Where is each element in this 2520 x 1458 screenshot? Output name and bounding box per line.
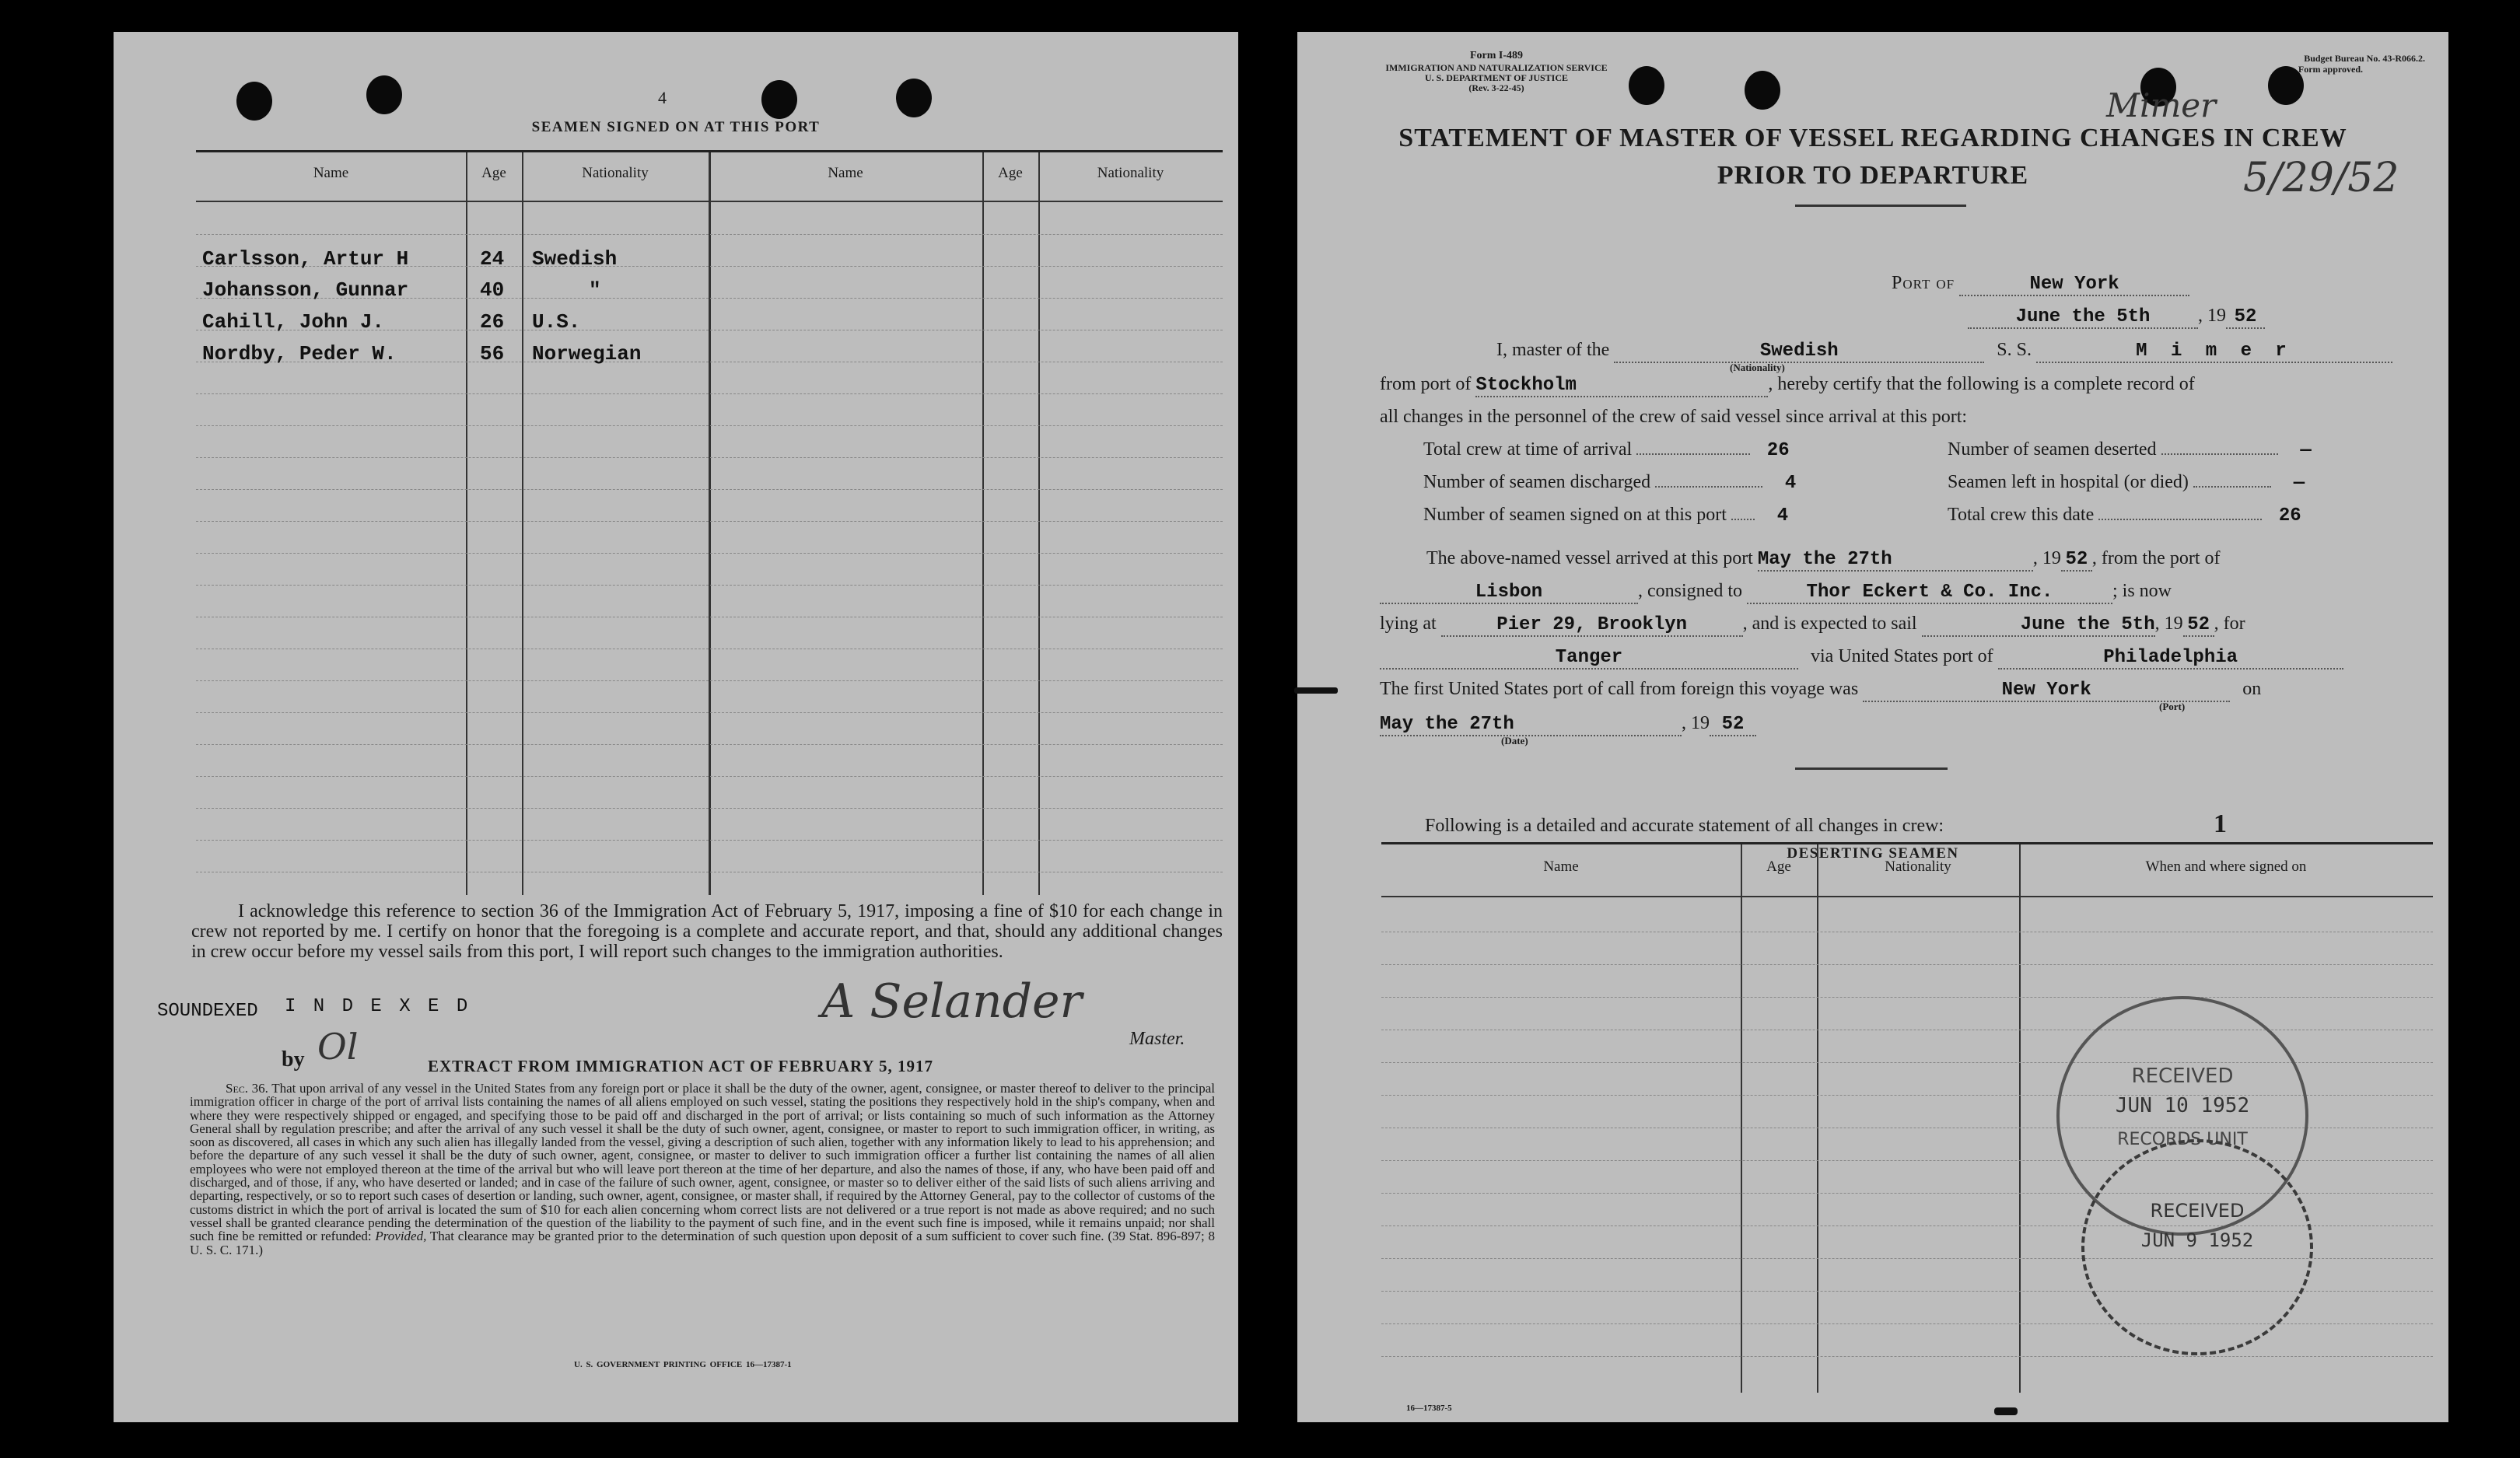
master-line — [1496, 340, 2392, 363]
punch-hole — [236, 82, 272, 121]
stamp-received-label: RECEIVED — [2150, 1200, 2245, 1222]
indexed-stamp: I N D E X E D — [285, 996, 471, 1017]
crew-this-date-value: 26 — [2278, 505, 2301, 526]
arrived-date: May the 27th — [1758, 549, 2033, 572]
stamp-date: JUN 10 1952 — [2115, 1094, 2250, 1117]
signed-on-row — [1423, 505, 1806, 526]
consignee: Thor Eckert & Co. Inc. — [1747, 582, 2112, 604]
seaman-name: Cahill, John J. — [202, 310, 385, 334]
column-header-age: Age — [481, 165, 506, 181]
crew-at-arrival-label: Total crew at time of arrival — [1423, 439, 1633, 460]
agency-line-1: IMMIGRATION AND NATURALIZATION SERVICE — [1385, 62, 1608, 73]
statement-date: June the 5th — [1968, 306, 2198, 329]
extract-title: EXTRACT FROM IMMIGRATION ACT OF FEBRUARY 5, 1917 — [428, 1057, 934, 1075]
lying-at-line — [1380, 614, 2245, 637]
form-title-line-1: STATEMENT OF MASTER OF VESSEL REGARDING CHANGES IN CREW — [1398, 124, 2347, 152]
signed-on-label: Number of seamen signed on at this port — [1423, 505, 1727, 525]
year-prefix: , 19 — [2198, 306, 2226, 326]
stamp-date: JUN 9 1952 — [2140, 1229, 2254, 1251]
destination-line — [1380, 646, 2343, 670]
soundexed-stamp: SOUNDEXED — [157, 1001, 258, 1022]
form-approved: Form approved. — [2298, 64, 2363, 75]
section-rule — [1795, 767, 1948, 770]
vessel-nationality: Swedish — [1614, 341, 1984, 363]
discharged-value: 4 — [1784, 473, 1797, 494]
hospital-row — [1948, 472, 2322, 494]
punch-hole — [896, 79, 932, 117]
arrival-line — [1426, 548, 2220, 572]
page-number: 4 — [658, 88, 667, 107]
form-number: Form I-489 — [1469, 50, 1524, 61]
seamen-signed-heading: SEAMEN SIGNED ON AT THIS PORT — [531, 119, 821, 135]
column-header-nationality: Nationality — [1885, 858, 1951, 875]
by-label: by — [282, 1047, 305, 1072]
form-title-line-2: PRIOR TO DEPARTURE — [1717, 161, 2029, 190]
lying-at-label: lying at — [1380, 614, 1437, 634]
extract-text — [190, 1082, 1215, 1257]
sail-date: June the 5th — [1922, 614, 2155, 637]
expected-label: , and is expected to sail — [1742, 614, 1917, 634]
crew-at-arrival-value: 26 — [1766, 440, 1790, 461]
nationality-caption: (Nationality) — [1730, 362, 1785, 373]
deserted-value: — — [2300, 440, 2312, 461]
column-header-age: Age — [998, 165, 1023, 181]
year-prefix: , 19 — [2154, 614, 2183, 634]
master-of-label: I, master of the — [1496, 340, 1610, 360]
by-initials: Ol — [317, 1026, 359, 1068]
hospital-label: Seamen left in hospital (or died) — [1948, 472, 2189, 492]
on-label: on — [2242, 679, 2262, 699]
from-port-line — [1380, 374, 2195, 397]
crew-this-date-row — [1948, 505, 2313, 526]
agency-line-2: U. S. DEPARTMENT OF JUSTICE — [1424, 72, 1569, 83]
binding-mark — [1294, 687, 1338, 694]
hospital-value: — — [2293, 473, 2305, 494]
certify-line-2: all changes in the personnel of the crew of said vessel since arrival at this port: — [1380, 407, 1968, 427]
seaman-nationality: " — [589, 278, 601, 302]
ss-label: S. S. — [1997, 340, 2032, 360]
for-label: , for — [2214, 614, 2245, 634]
following-text: Following is a detailed and accurate statement of all changes in crew: — [1425, 816, 1944, 836]
crew-at-arrival-row — [1423, 439, 1801, 461]
column-header-name: Name — [1543, 858, 1579, 875]
port-line — [1892, 273, 2189, 296]
seaman-age: 56 — [480, 342, 505, 365]
deserted-label: Number of seamen deserted — [1948, 439, 2157, 460]
extract-section: Sec. 36. — [226, 1081, 268, 1096]
first-port-date: May the 27th — [1380, 714, 1682, 736]
column-header-name: Name — [828, 165, 863, 181]
seaman-nationality: U.S. — [532, 310, 581, 334]
deserted-row — [1948, 439, 2329, 461]
seaman-name: Johansson, Gunnar — [202, 278, 409, 302]
seaman-nationality: Swedish — [532, 247, 618, 271]
signed-on-value: 4 — [1776, 505, 1789, 526]
received-stamp — [2081, 1139, 2313, 1355]
first-port: New York — [1863, 680, 2230, 702]
handwritten-date-note: 5/29/52 — [2243, 155, 2399, 201]
acknowledgement-text: I acknowledge this reference to section 36 of the Immigration Act of February 5, 1917, imposing a fine of $10 for each change in crew not reported by me. I certify on honor that the foregoing is a complete and accurate report, and that, should any additional changes in crew occur before my vessel sails from this port, I will report such changes to the immigration authorities. — [191, 901, 1223, 962]
destination: Tanger — [1380, 647, 1798, 670]
date-caption: (Date) — [1501, 735, 1528, 746]
stamp-unit: RECORDS UNIT — [2117, 1130, 2248, 1149]
arrived-year: 52 — [2061, 549, 2092, 572]
consigned-label: , consigned to — [1638, 581, 1742, 601]
stamp-received-label: RECEIVED — [2131, 1065, 2234, 1088]
first-port-label: The first United States port of call from foreign this voyage was — [1380, 679, 1859, 699]
seaman-age: 24 — [480, 247, 505, 271]
punch-hole — [1745, 71, 1780, 110]
seaman-age: 40 — [480, 278, 505, 302]
printer-line: U. S. GOVERNMENT PRINTING OFFICE 16—17387-1 — [574, 1360, 792, 1369]
via-label: via United States port of — [1811, 646, 1993, 666]
from-port: Stockholm — [1475, 375, 1768, 397]
certify-text: , hereby certify that the following is a complete record of — [1768, 374, 2195, 394]
sail-year: 52 — [2183, 614, 2214, 637]
punch-hole — [366, 75, 402, 114]
seaman-name: Nordby, Peder W. — [202, 342, 397, 365]
right-page — [1297, 32, 2448, 1422]
year-prefix: , 19 — [2032, 548, 2061, 568]
port-label: Port of — [1892, 273, 1955, 293]
arrived-label: The above-named vessel arrived at this port — [1426, 548, 1753, 568]
form-revision: (Rev. 3-22-45) — [1468, 82, 1524, 93]
left-page — [114, 32, 1238, 1422]
from-port-label: from port of — [1380, 374, 1472, 394]
via-port: Philadelphia — [1998, 647, 2343, 670]
budget-bureau-number: Budget Bureau No. 43-R066.2. — [2304, 53, 2425, 64]
changes-mark: 1 — [2214, 809, 2227, 838]
statement-year: 52 — [2226, 306, 2265, 329]
consigned-line — [1380, 581, 2172, 604]
discharged-row — [1423, 472, 1814, 494]
column-header-name: Name — [313, 165, 349, 181]
origin-port: Lisbon — [1380, 582, 1638, 604]
from-the-port-label: , from the port of — [2091, 548, 2221, 568]
first-port-line — [1380, 679, 2261, 702]
handwritten-vessel-note: Mimer — [2106, 86, 2217, 124]
column-header-nationality: Nationality — [1097, 165, 1164, 181]
master-signature: A Selander — [821, 974, 1083, 1029]
seamen-signed-on-table — [196, 150, 1223, 895]
seaman-name: Carlsson, Artur H — [202, 247, 409, 271]
lying-at: Pier 29, Brooklyn — [1441, 614, 1743, 637]
crew-this-date-label: Total crew this date — [1948, 505, 2095, 525]
column-header-signed-on: When and where signed on — [2145, 858, 2307, 875]
master-label: Master. — [1129, 1029, 1185, 1049]
title-rule — [1795, 205, 1966, 207]
binding-mark — [1994, 1407, 2018, 1415]
punch-hole — [1629, 66, 1664, 105]
seaman-nationality: Norwegian — [532, 342, 642, 365]
punch-hole — [761, 80, 797, 119]
port-caption: (Port) — [2159, 701, 2186, 712]
printer-line: 16—17387-5 — [1406, 1404, 1452, 1413]
extract-tail: That clearance may be granted prior to the determination of such question upon deposit of a sum sufficient to cover such fine. (39 Stat. 896-897; 8 U. S. C. 171.) — [190, 1229, 1215, 1257]
port-value: New York — [1959, 274, 2189, 296]
date-line — [1968, 306, 2265, 329]
column-header-nationality: Nationality — [582, 165, 649, 181]
discharged-label: Number of seamen discharged — [1423, 472, 1651, 492]
first-port-year: 52 — [1710, 714, 1756, 736]
column-header-age: Age — [1766, 858, 1791, 875]
is-now-label: ; is now — [2112, 581, 2172, 601]
deserting-seamen-heading: DESERTING SEAMEN — [1787, 845, 1959, 862]
vessel-name: M i m e r — [2036, 341, 2392, 363]
extract-proviso: Provided, — [375, 1229, 427, 1244]
year-prefix: , 19 — [1682, 713, 1710, 733]
extract-body: That upon arrival of any vessel in the United States from any foreign port or place it shall be the duty of the owner, agent, consignee, or master thereof to deliver to the principal immigration officer in charge of the port of arrival lists containing the names of all aliens employed on such vessel, stating the positions they respectively hold in the ship's company, when and where they were respectively shipped or engaged, and specifying those to be paid off and discharged in the port of arrival; or lists containing so much of such information as the Attorney General shall by regulation prescribe; and after the arrival of any such vessel it shall be the duty of such owner, agent, consignee, or master to report to such immigration officer, in writing, as soon as discovered, all cases in which any such alien has illegally landed from the vessel, giving a description of such alien, together with any information likely to lead to his apprehension; and before the departure of any such vessel it shall be the duty of such owner, agent, consignee, or master to deliver to such immigration officer a further list containing the names of all alien employees who were not employed thereon at the time of the arrival but who will leave port thereon at the time of her departure, and also the names of those, if any, who have been paid off and discharged, and of those, if any, who have deserted or landed; and in case of the failure of such owner, agent, consignee, or master so to deliver either of the said lists of such aliens arriving and departing, respectively, or so to report such cases of desertion or landing, such owner, agent, consignee, or master shall, if required by the Attorney General, pay to the collector of customs of the customs district in which the port of arrival is located the sum of $10 for each alien concerning whom correct lists are not delivered or a true report is not made as above required; and no such vessel shall be granted clearance pending the determination of the question of the liability to the payment of such fine, and in the event such fine is imposed, while it remains unpaid; nor shall such fine be remitted or refunded: — [190, 1081, 1215, 1244]
seaman-age: 26 — [480, 310, 505, 334]
first-port-date-line — [1380, 713, 1756, 736]
